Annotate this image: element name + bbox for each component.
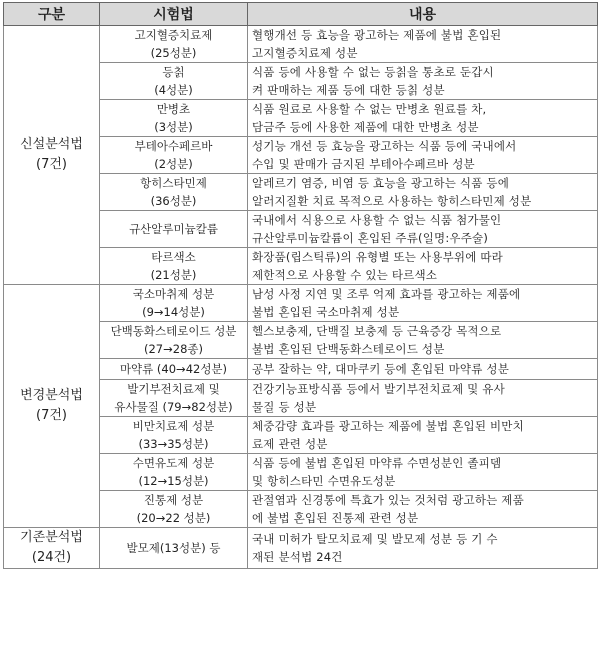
- method-cell: [100, 454, 248, 491]
- header-category: 구분: [4, 3, 100, 26]
- method-cell: [100, 26, 248, 63]
- category-cell: [4, 26, 100, 285]
- category-count: (7건): [36, 408, 67, 423]
- analysis-methods-table: [3, 2, 598, 569]
- description-line: 화장품(립스틱류)의 유형별 또는 사용부위에 따라: [252, 250, 503, 264]
- method-line: 비만치료제 성분: [132, 419, 215, 433]
- description-line: 성기능 개선 등 효능을 광고하는 식품 등에 국내에서: [252, 139, 517, 153]
- method-cell: [100, 417, 248, 454]
- method-line: 단백동화스테로이드 성분: [110, 324, 237, 338]
- description-line: 식품 등에 불법 혼입된 마약류 수면성분인 졸피뎀: [252, 456, 502, 470]
- category-cell: [4, 285, 100, 528]
- description-line: 식품 등에 사용할 수 없는 등칡을 통초로 둔갑시: [252, 65, 494, 79]
- method-line: 규산알루미늄칼륨: [129, 222, 218, 236]
- method-line: (2성분): [154, 157, 193, 171]
- method-line: (4성분): [154, 83, 193, 97]
- method-line: 수면유도제 성분: [132, 456, 215, 470]
- description-line: 에 불법 혼입된 진통제 관련 성분: [252, 511, 419, 525]
- description-line: 수입 및 판매가 금지된 부테아수페르바 성분: [252, 157, 475, 171]
- method-line: 마약류 (40→42성분): [119, 362, 228, 376]
- category-name: 기존분석법: [20, 530, 83, 545]
- header-method: 시험법: [100, 3, 248, 26]
- description-line: 고지혈증치료제 성분: [252, 46, 358, 60]
- method-cell: [100, 137, 248, 174]
- description-line: 재된 분석법 24건: [252, 550, 343, 564]
- category-name: 변경분석법: [20, 388, 83, 403]
- description-cell: [248, 359, 598, 380]
- method-line: 부테아수페르바: [134, 139, 213, 153]
- table-row: [4, 528, 598, 569]
- method-cell: [100, 63, 248, 100]
- table-row: [4, 26, 598, 63]
- description-line: 관절염과 신경통에 특효가 있는 것처럼 광고하는 제품: [252, 493, 524, 507]
- method-line: 타르색소: [151, 250, 196, 264]
- method-line: (12→15성분): [138, 474, 209, 488]
- description-line: 공부 잘하는 약, 대마쿠키 등에 혼입된 마약류 성분: [252, 362, 510, 376]
- description-line: 알레르기 염증, 비염 등 효능을 광고하는 식품 등에: [252, 176, 510, 190]
- description-cell: [248, 417, 598, 454]
- description-cell: [248, 285, 598, 322]
- description-cell: [248, 137, 598, 174]
- description-line: 료제 관련 성분: [252, 437, 328, 451]
- header-content: 내용: [248, 3, 598, 26]
- description-cell: [248, 174, 598, 211]
- description-line: 헬스보충제, 단백질 보충제 등 근육증강 목적으로: [252, 324, 502, 338]
- method-line: (33→35성분): [138, 437, 209, 451]
- method-cell: [100, 359, 248, 380]
- description-line: 규산알루미늄칼륨이 혼입된 주류(일명:우주술): [252, 231, 489, 245]
- description-cell: [248, 248, 598, 285]
- description-cell: [248, 380, 598, 417]
- method-cell: [100, 211, 248, 248]
- method-cell: [100, 528, 248, 569]
- description-cell: [248, 211, 598, 248]
- description-cell: [248, 454, 598, 491]
- description-cell: [248, 491, 598, 528]
- method-line: 국소마취제 성분: [132, 287, 215, 301]
- description-line: 알러지질환 치료 목적으로 사용하는 항히스타민제 성분: [252, 194, 532, 208]
- description-line: 담금주 등에 사용한 제품에 대한 만병초 성분: [252, 120, 479, 134]
- method-line: 항히스타민제: [140, 176, 207, 190]
- method-cell: [100, 491, 248, 528]
- category-cell: [4, 528, 100, 569]
- description-line: 켜 판매하는 제품 등에 대한 등칡 성분: [252, 83, 445, 97]
- method-line: 발기부전치료제 및: [127, 382, 220, 396]
- description-cell: [248, 63, 598, 100]
- description-cell: [248, 100, 598, 137]
- method-line: (25성분): [150, 46, 197, 60]
- category-count: (24건): [31, 550, 72, 565]
- method-line: 진통제 성분: [143, 493, 204, 507]
- description-line: 불법 혼입된 단백동화스테로이드 성분: [252, 342, 445, 356]
- method-line: 등칡: [162, 65, 185, 79]
- method-line: 만병초: [156, 102, 191, 116]
- method-line: (20→22 성분): [136, 511, 211, 525]
- method-cell: [100, 322, 248, 359]
- method-line: (27→28종): [144, 342, 203, 356]
- method-cell: [100, 100, 248, 137]
- method-line: (9→14성분): [142, 305, 205, 319]
- table-body: [4, 26, 598, 569]
- method-line: 고지혈증치료제: [134, 28, 213, 42]
- description-line: 국내 미허가 탈모치료제 및 발모제 성분 등 기 수: [252, 532, 498, 546]
- method-cell: [100, 174, 248, 211]
- description-line: 체중감량 효과를 광고하는 제품에 불법 혼입된 비만치: [252, 419, 524, 433]
- table-row: [4, 285, 598, 322]
- method-line: 발모제(13성분) 등: [126, 541, 221, 555]
- method-cell: [100, 285, 248, 322]
- description-line: 남성 사정 지연 및 조루 억제 효과를 광고하는 제품에: [252, 287, 521, 301]
- method-line: (21성분): [150, 268, 197, 282]
- description-line: 식품 원료로 사용할 수 없는 만병초 원료를 차,: [252, 102, 487, 116]
- method-line: 유사물질 (79→82성분): [114, 400, 233, 414]
- method-cell: [100, 248, 248, 285]
- description-cell: [248, 322, 598, 359]
- description-line: 및 항히스타민 수면유도성분: [252, 474, 396, 488]
- description-cell: [248, 26, 598, 63]
- description-line: 혈행개선 등 효능을 광고하는 제품에 불법 혼입된: [252, 28, 502, 42]
- method-cell: [100, 380, 248, 417]
- category-count: (7건): [36, 157, 67, 172]
- category-name: 신설분석법: [20, 137, 83, 152]
- method-line: (36성분): [150, 194, 197, 208]
- description-line: 물질 등 성분: [252, 400, 317, 414]
- description-line: 불법 혼입된 국소마취제 성분: [252, 305, 400, 319]
- method-line: (3성분): [154, 120, 193, 134]
- description-line: 국내에서 식용으로 사용할 수 없는 식품 첨가물인: [252, 213, 502, 227]
- description-line: 건강기능표방식품 등에서 발기부전치료제 및 유사: [252, 382, 505, 396]
- header-row: [4, 3, 598, 26]
- description-cell: [248, 528, 598, 569]
- description-line: 제한적으로 사용할 수 있는 타르색소: [252, 268, 438, 282]
